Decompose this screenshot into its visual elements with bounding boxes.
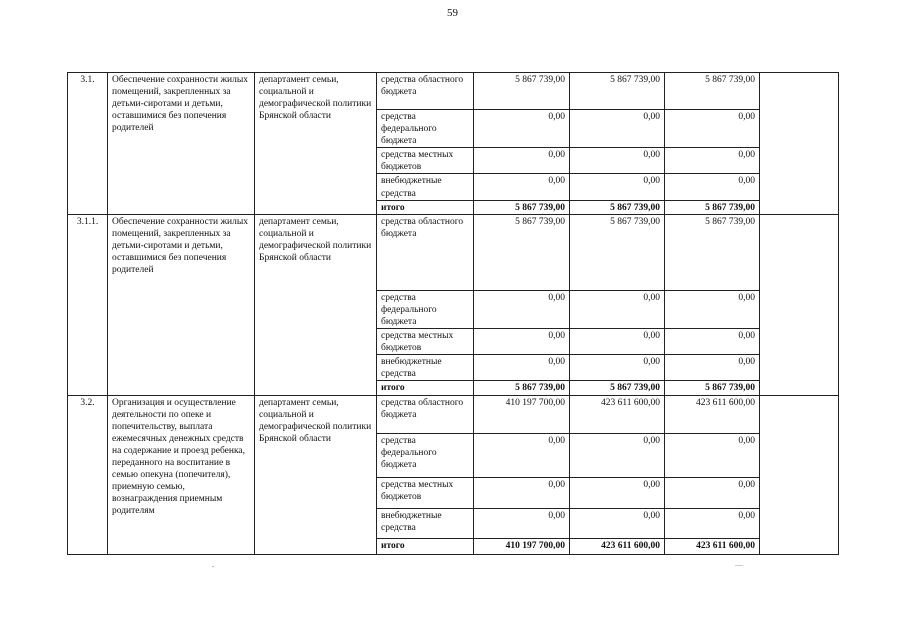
amount-year-3: 0,00: [665, 148, 760, 174]
funding-source: средства федерального бюджета: [377, 110, 474, 148]
executor-name: департамент семьи, социальной и демографической политики Брянской области: [255, 395, 377, 554]
amount-year-1: 0,00: [474, 355, 570, 381]
funding-source: средства федерального бюджета: [377, 290, 474, 328]
amount-year-1: 0,00: [474, 508, 570, 538]
amount-year-3: 5 867 739,00: [665, 214, 760, 290]
funding-source: средства областного бюджета: [377, 73, 474, 110]
funding-source-total: итого: [377, 200, 474, 214]
amount-year-2: 5 867 739,00: [570, 73, 665, 110]
amount-year-3: 5 867 739,00: [665, 73, 760, 110]
funding-source: средства местных бюджетов: [377, 148, 474, 174]
amount-year-2-total: 423 611 600,00: [570, 538, 665, 554]
amount-year-1: 0,00: [474, 477, 570, 508]
amount-year-2-total: 5 867 739,00: [570, 381, 665, 395]
amount-year-3: 0,00: [665, 477, 760, 508]
amount-year-2: 0,00: [570, 174, 665, 200]
amount-year-2: 0,00: [570, 110, 665, 148]
amount-year-2-total: 5 867 739,00: [570, 200, 665, 214]
funding-source: средства федерального бюджета: [377, 433, 474, 477]
empty-cell: [760, 214, 839, 395]
event-name: Обеспечение сохранности жилых помещений, закрепленных за детьми-сиротами и детьми, оставшимися без попечения родителей: [108, 214, 255, 395]
empty-cell: [760, 73, 839, 215]
row-code: 3.1.1.: [68, 214, 108, 395]
amount-year-3-total: 423 611 600,00: [665, 538, 760, 554]
amount-year-1-total: 5 867 739,00: [474, 381, 570, 395]
amount-year-3: 0,00: [665, 110, 760, 148]
budget-table: [67, 72, 839, 555]
row-code: 3.1.: [68, 73, 108, 215]
amount-year-1: 5 867 739,00: [474, 73, 570, 110]
amount-year-3: 0,00: [665, 329, 760, 355]
amount-year-2: 0,00: [570, 148, 665, 174]
amount-year-3: 0,00: [665, 355, 760, 381]
amount-year-1: 0,00: [474, 148, 570, 174]
funding-source: средства местных бюджетов: [377, 477, 474, 508]
funding-source: средства областного бюджета: [377, 214, 474, 290]
table-row: [68, 214, 839, 290]
amount-year-1: 0,00: [474, 433, 570, 477]
funding-source: внебюджетные средства: [377, 355, 474, 381]
event-name: Обеспечение сохранности жилых помещений, закрепленных за детьми-сиротами и детьми, оставшимися без попечения родителей: [108, 73, 255, 215]
amount-year-1: 0,00: [474, 290, 570, 328]
amount-year-3: 0,00: [665, 508, 760, 538]
amount-year-3: 0,00: [665, 433, 760, 477]
funding-source-total: итого: [377, 538, 474, 554]
amount-year-2: 0,00: [570, 477, 665, 508]
event-name: Организация и осуществление деятельности по опеке и попечительству, выплата ежемесячных денежных средств на содержание и проезд ребенка, переданного на воспитание в семью опекуна (попечителя), приемную семью, вознаграждения приемным родителям: [108, 395, 255, 554]
amount-year-3-total: 5 867 739,00: [665, 200, 760, 214]
page-number: 59: [447, 7, 458, 19]
amount-year-1: 0,00: [474, 329, 570, 355]
amount-year-1: 0,00: [474, 110, 570, 148]
amount-year-3-total: 5 867 739,00: [665, 381, 760, 395]
amount-year-2: 0,00: [570, 433, 665, 477]
table-row: [68, 73, 839, 110]
empty-cell: [760, 395, 839, 554]
funding-source: внебюджетные средства: [377, 174, 474, 200]
amount-year-2: 0,00: [570, 355, 665, 381]
funding-source: средства областного бюджета: [377, 395, 474, 433]
funding-source: внебюджетные средства: [377, 508, 474, 538]
scan-mark: [735, 565, 743, 566]
amount-year-3: 0,00: [665, 174, 760, 200]
amount-year-2: 423 611 600,00: [570, 395, 665, 433]
table-row: [68, 395, 839, 433]
amount-year-1-total: 410 197 700,00: [474, 538, 570, 554]
amount-year-2: 0,00: [570, 508, 665, 538]
amount-year-1: 0,00: [474, 174, 570, 200]
row-code: 3.2.: [68, 395, 108, 554]
amount-year-2: 5 867 739,00: [570, 214, 665, 290]
scan-mark: [212, 566, 214, 567]
executor-name: департамент семьи, социальной и демографической политики Брянской области: [255, 214, 377, 395]
funding-source-total: итого: [377, 381, 474, 395]
funding-source: средства местных бюджетов: [377, 329, 474, 355]
amount-year-1: 5 867 739,00: [474, 214, 570, 290]
amount-year-3: 423 611 600,00: [665, 395, 760, 433]
executor-name: департамент семьи, социальной и демографической политики Брянской области: [255, 73, 377, 215]
amount-year-3: 0,00: [665, 290, 760, 328]
amount-year-1: 410 197 700,00: [474, 395, 570, 433]
amount-year-2: 0,00: [570, 329, 665, 355]
amount-year-2: 0,00: [570, 290, 665, 328]
amount-year-1-total: 5 867 739,00: [474, 200, 570, 214]
